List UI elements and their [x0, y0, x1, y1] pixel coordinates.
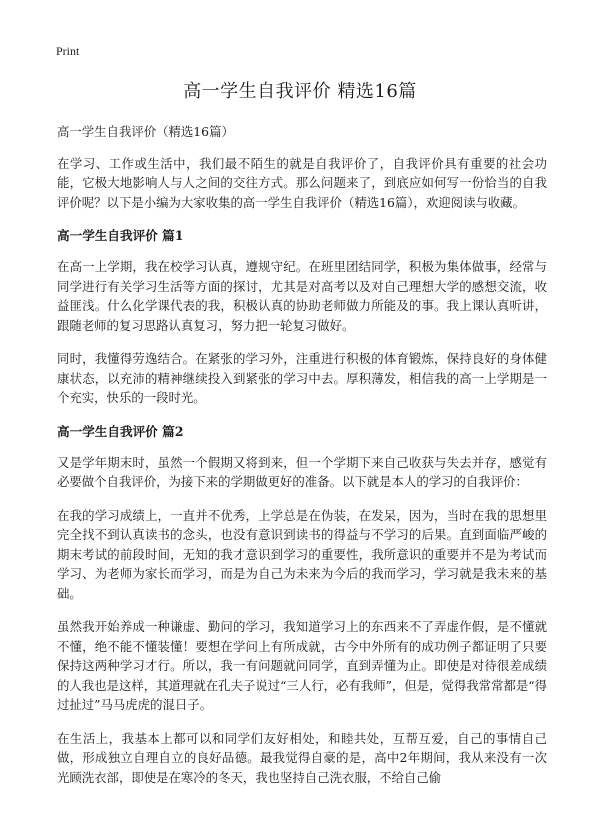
- document-body: [57, 122, 547, 801]
- section-1-paragraph: 同时，我懂得劳逸结合。在紧张的学习外，注重进行积极的体育锻炼，保持良好的身体健康状态，以充沛的精神继续投入到紧张的学习中去。厚积薄发，相信我的高一上学期是一个充实，快乐的一段时光。: [57, 351, 547, 405]
- section-2-paragraph: 又是学年期末时，虽然一个假期又将到来，但一个学期下来自己收获与失去并存，感觉有必要做个自我评价，为接下来的学期做更好的准备。以下就是本人的学习的自我评价：: [57, 454, 547, 489]
- document-subtitle: 高一学生自我评价（精选16篇）: [57, 124, 234, 139]
- section-2-paragraph: 在我的学习成绩上，一直并不优秀，上学总是在伪装，在发呆，因为，当时在我的思想里完全找不到认真读书的念头，也没有意识到读书的得益与不学习的后果。直到面临严峻的期末考试的前段时间，无知的我才意识到学习的重要性，我所意识的重要并不是为考试而学习、为老师为家长而学习，而是为自己为未来为今后的我而学习，学习就是我未来的基础。: [57, 507, 547, 601]
- section-2-paragraph: 在生活上，我基本上都可以和同学们友好相处，和睦共处，互帮互爱，自己的事情自己做，形成独立自理自立的良好品德。最我觉得自豪的是，高中2年期间，我从来没有一次光顾洗衣部，即使是在寒冷的冬天，我也坚持自己洗衣服，不给自己偷: [57, 730, 547, 785]
- section-2-paragraph: 虽然我开始养成一种谦虚、勤问的学习，我知道学习上的东西来不了弄虚作假，是不懂就不懂，绝不能不懂装懂！要想在学问上有所成就，古今中外所有的成功例子都证明了只要保持这两种学习才行。所以，我一有问题就问同学，直到弄懂为止。即使是对待很差成绩的人我也是这样，其道理就在孔夫子说过“三人行，必有我师”，但是，觉得我常常都是“得过扯过”马马虎虎的混日子。: [57, 619, 547, 712]
- section-heading-2: 高一学生自我评价 篇2: [57, 423, 184, 439]
- section-1-paragraph: 在高一上学期，我在校学习认真，遵规守纪。在班里团结同学，积极为集体做事，经常与同学进行有关学习生活等方面的探讨，尤其是对高考以及对自己理想大学的感想交流，收益匪浅。什么化学课代表的我，积极认真的协助老师做力所能及的事。我上课认真听讲，跟随老师的复习思路认真复习，努力把一轮复习做好。: [57, 259, 547, 333]
- page-title: 高一学生自我评价 精选16篇: [183, 81, 417, 102]
- print-link[interactable]: Print: [56, 44, 80, 58]
- section-heading-1: 高一学生自我评价 篇1: [57, 228, 184, 243]
- intro-paragraph: 在学习、工作或生活中，我们最不陌生的就是自我评价了，自我评价具有重要的社会功能，它极大地影响人与人之间的交往方式。那么问题来了，到底应如何写一份恰当的自我评价呢？以下是小编为大家收集的高一学生自我评价（精选16篇），欢迎阅读与收藏。: [57, 155, 547, 210]
